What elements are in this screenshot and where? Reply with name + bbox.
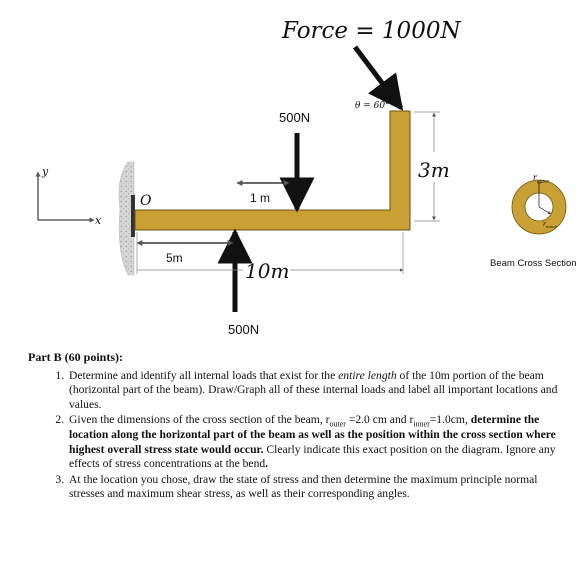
- angle-label: θ = 60°: [355, 101, 390, 111]
- question-2: 2. Given the dimensions of the cross section of the beam, $r_{outer} =2.0$ cm and $r_{inner}=1.0cm$, determine the location along the horizontal part of the beam as well as the position within the cross section where highest overall stress state would occur. Clearly indicate this exact position on the diagram. Ignore any effects of stress concentrations at the bend.: [67, 413, 558, 471]
- q1-emphasis: entire length: [338, 368, 397, 382]
- wall-plate: [131, 195, 135, 237]
- dim-3m-label: 3m: [418, 158, 450, 182]
- dim-1m-label: 1 m: [250, 191, 271, 205]
- question-1: 1. Determine and identify all internal loads that exist for the entire length of the 10m portion of the beam (horizontal part of the beam). Draw/Graph all of these internal loads and label all important locations and values.: [67, 369, 558, 413]
- r-outer-label: $r_{outer}$: [533, 173, 550, 185]
- load-top-label: 500N: [279, 110, 311, 125]
- q2-bold: determine the location along the horizontal part of the beam as well as the position within the cross section where highest overall stress state would occur.: [69, 413, 556, 456]
- dim-10m-label: 10m: [245, 259, 290, 283]
- beam: [135, 111, 410, 230]
- r-outer-sub: outer: [536, 180, 550, 185]
- y-axis-label: y: [42, 165, 49, 178]
- question-list: [28, 369, 558, 502]
- load-bottom-label: 500N: [228, 322, 260, 337]
- r-inner-label: $r_{inner}$: [543, 221, 557, 229]
- force-label: Force = 1000N: [282, 18, 461, 44]
- r-inner-sub: inner: [545, 224, 557, 229]
- question-3: 3. At the location you chose, draw the state of stress and then determine the maximum principle normal stresses and maximum shear stress, as well as their corresponding angles.: [67, 473, 558, 502]
- q2-sub-inner: inner: [413, 419, 430, 429]
- q2-sub-outer: outer: [329, 419, 346, 429]
- part-b-heading: Part B (60 points):: [28, 350, 123, 364]
- origin-label: O: [140, 193, 152, 209]
- cross-section-label: Beam Cross Section: [490, 258, 577, 269]
- part-b-section: [28, 350, 558, 503]
- dim-5m-label: 5m: [166, 251, 183, 265]
- force-arrow: [355, 47, 401, 108]
- x-axis-label: x: [95, 214, 102, 227]
